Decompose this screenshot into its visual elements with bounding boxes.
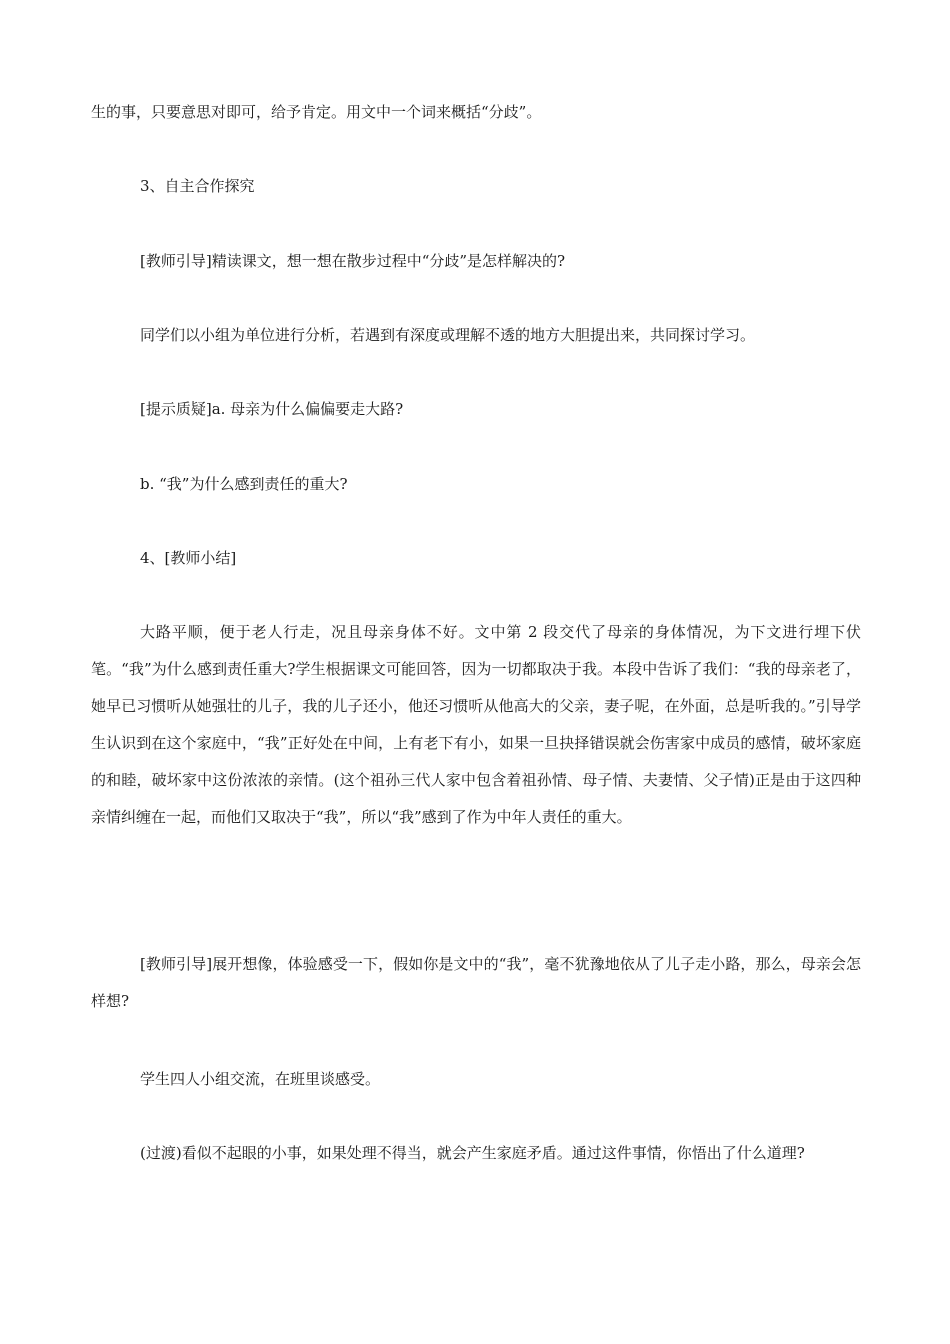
teacher-summary-paragraph: 大路平顺，便于老人行走，况且母亲身体不好。文中第 2 段交代了母亲的身体情况，为下文进行埋下伏笔。“我”为什么感到责任重大?学生根据课文可能回答，因为一切都取决于我。本段中告诉了我们：“我的母亲老了，她早已习惯听从她强壮的儿子，我的儿子还小，他还习惯听从他高大的父亲，妻子呢，在外面，总是听我的。”引导学生认识到在这个家庭中，“我”正好处在中间，上有老下有小，如果一旦抉择错误就会伤害家中成员的感情，破坏家庭的和睦，破坏家中这份浓浓的亲情。(这个祖孙三代人家中包含着祖孙情、母子情、夫妻情、父子情)正是由于这四种亲情纠缠在一起，而他们又取决于“我”，所以“我”感到了作为中年人责任的重大。 — [91, 623, 861, 826]
question-a-paragraph: [提示质疑]a. 母亲为什么偏偏要走大路? — [140, 400, 404, 418]
transition-paragraph: (过渡)看似不起眼的小事，如果处理不得当，就会产生家庭矛盾。通过这件事情，你悟出了什么道理? — [140, 1144, 805, 1162]
question-b-paragraph: b. “我”为什么感到责任的重大? — [140, 475, 348, 493]
section-heading-3: 3、自主合作探究 — [140, 177, 255, 195]
imagination-guide-paragraph: [教师引导]展开想像，体验感受一下，假如你是文中的“我”，毫不犹豫地依从了儿子走小路，那么，母亲会怎样想? — [91, 955, 861, 1010]
group-discussion-paragraph: 同学们以小组为单位进行分析，若遇到有深度或理解不透的地方大胆提出来，共同探讨学习。 — [140, 326, 756, 344]
group-exchange-paragraph: 学生四人小组交流，在班里谈感受。 — [140, 1070, 381, 1088]
section-heading-4: 4、[教师小结] — [140, 549, 237, 567]
teacher-guide-paragraph: [教师引导]精读课文，想一想在散步过程中“分歧”是怎样解决的? — [140, 252, 566, 270]
paragraph-continuation: 生的事，只要意思对即可，给予肯定。用文中一个词来概括“分歧”。 — [91, 103, 542, 121]
